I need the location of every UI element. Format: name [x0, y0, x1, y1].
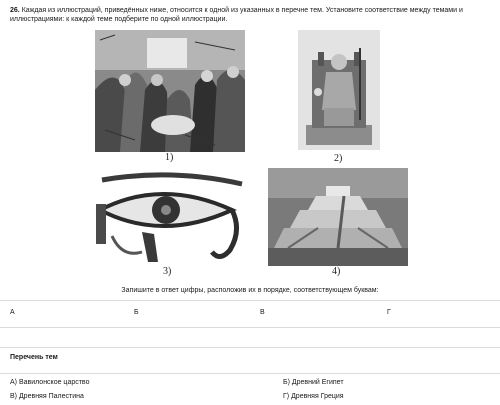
divider — [0, 373, 500, 374]
ziggurat-image — [268, 168, 408, 266]
answer-letter-v: В — [260, 309, 265, 316]
divider — [0, 347, 500, 348]
theme-item: Б) Древний Египет — [283, 379, 344, 386]
illustration-3-caption: 3) — [163, 266, 172, 277]
illustration-4-caption: 4) — [332, 266, 341, 277]
illustration-2 — [298, 30, 380, 150]
themes-title: Перечень тем — [10, 354, 58, 361]
task-number: 26. — [10, 7, 20, 14]
illustration-4 — [268, 168, 408, 266]
crowd-engraving-image — [95, 30, 245, 152]
illustration-1-caption: 1) — [165, 152, 174, 163]
answer-letter-a: А — [10, 309, 15, 316]
theme-item: А) Вавилонское царство — [10, 379, 90, 386]
illustration-1 — [95, 30, 245, 152]
theme-item: В) Древняя Палестина — [10, 393, 84, 400]
task-statement — [10, 6, 490, 24]
illustration-2-caption: 2) — [334, 153, 343, 164]
enthroned-statue-image — [298, 30, 380, 150]
answer-letter-g: Г — [387, 309, 391, 316]
task-text: Каждая из иллюстраций, приведённых ниже, относится к одной из указанных в перечне тем. Установите соответствие между темами и иллюстрациями: к каждой теме подберите по одной иллюстрации. — [10, 7, 463, 23]
answer-table — [0, 300, 500, 328]
answer-instruction: Запишите в ответ цифры, расположив их в порядке, соответствующем буквам: — [121, 287, 379, 294]
theme-item: Г) Древняя Греция — [283, 393, 344, 400]
illustration-3 — [92, 170, 250, 270]
answer-letter-b: Б — [134, 309, 139, 316]
eye-of-horus-image — [92, 170, 250, 270]
